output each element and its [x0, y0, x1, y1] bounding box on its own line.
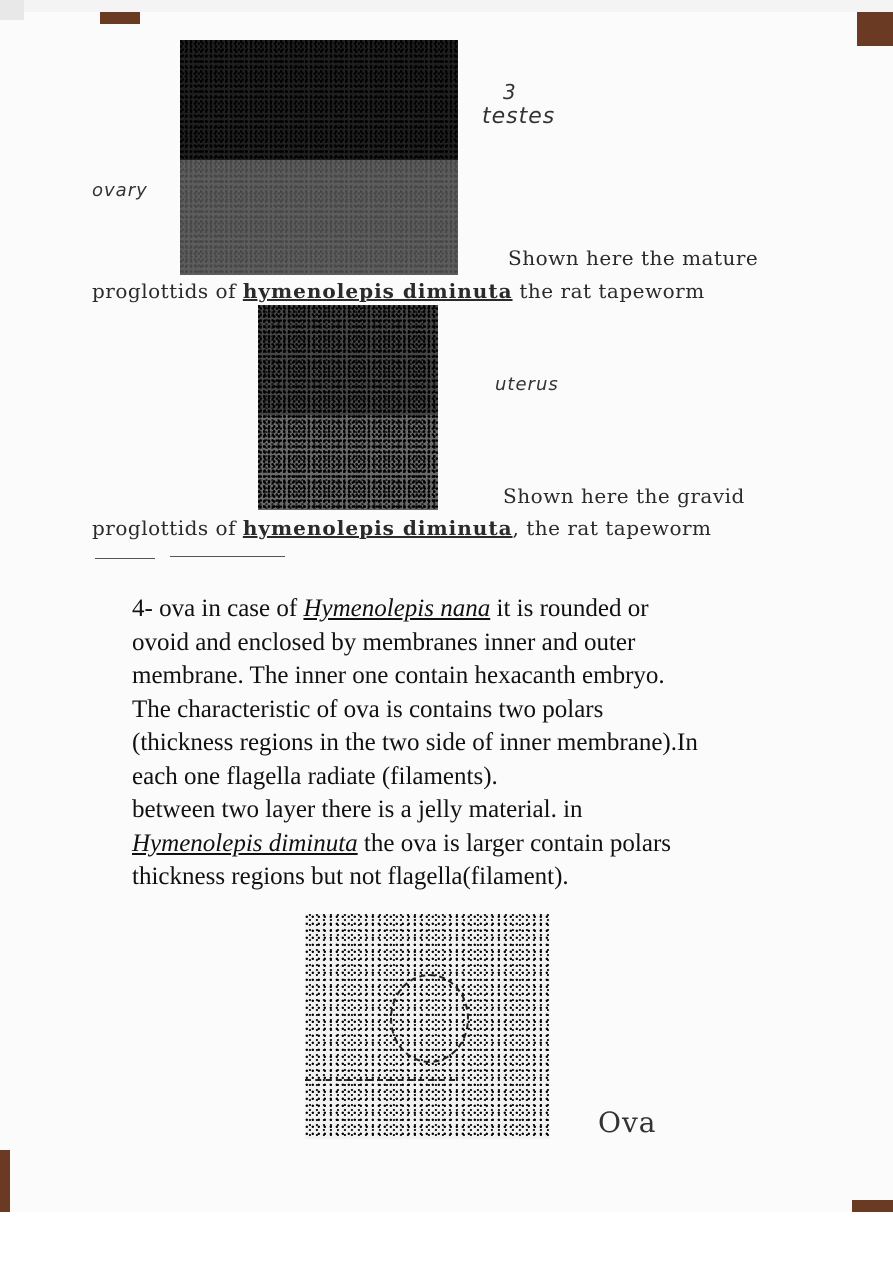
testes-count-label: 3	[503, 80, 517, 104]
uterus-label: uterus	[495, 374, 559, 395]
paragraph-line	[132, 827, 812, 861]
caption-prefix: proglottids of	[92, 516, 236, 540]
paragraph-line	[132, 592, 812, 626]
background-wood	[857, 12, 893, 46]
ova-outline	[390, 974, 469, 1063]
page-corner	[0, 0, 24, 20]
ova-annotation-line	[305, 1079, 455, 1084]
gravid-proglottid-micrograph	[258, 305, 438, 510]
scan-artifact	[95, 558, 155, 559]
text-run: it is rounded or	[490, 595, 649, 622]
paragraph-line: membrane. The inner one contain hexacanth embryo.	[132, 662, 665, 689]
paragraph-line: ovoid and enclosed by membranes inner and outer	[132, 628, 636, 656]
background-wood	[0, 1150, 10, 1212]
ova-micrograph	[305, 914, 550, 1139]
gravid-caption-line1: Shown here the gravid	[503, 484, 745, 508]
scan-artifact	[170, 556, 285, 557]
ova-label: Ova	[598, 1106, 657, 1139]
species-name: Hymenolepis diminuta	[132, 829, 358, 857]
species-name: Hymenolepis nana	[303, 595, 491, 622]
paragraph-line: each one flagella radiate (filaments).	[132, 762, 498, 790]
page-top-edge	[0, 0, 893, 12]
gravid-caption-line2	[92, 516, 712, 540]
mature-caption-line2	[92, 279, 705, 303]
ovary-label: ovary	[92, 180, 148, 201]
paragraph-line: between two layer there is a jelly material. in	[132, 796, 583, 823]
paragraph-line: (thickness regions in the two side of inner membrane).In	[132, 729, 698, 756]
caption-suffix: the rat tapeworm	[519, 279, 705, 303]
page-bottom-margin	[0, 1212, 893, 1263]
paragraph-line: thickness regions but not flagella(filament).	[132, 863, 569, 890]
mature-caption-line1: Shown here the mature	[508, 246, 759, 270]
text-run: 4- ova in case of	[132, 595, 304, 622]
text-run: the ova is larger contain polars	[357, 829, 672, 857]
species-name: hymenolepis diminuta	[242, 279, 513, 303]
testes-label: testes	[482, 104, 556, 129]
mature-proglottid-micrograph	[180, 40, 458, 275]
caption-suffix: , the rat tapeworm	[512, 516, 712, 540]
species-name: hymenolepis diminuta	[242, 516, 513, 540]
background-wood	[852, 1200, 893, 1212]
caption-prefix: proglottids of	[92, 279, 236, 303]
background-wood	[100, 12, 140, 24]
ova-description	[132, 592, 812, 894]
paragraph-line: The characteristic of ova is contains two polars	[132, 695, 604, 723]
